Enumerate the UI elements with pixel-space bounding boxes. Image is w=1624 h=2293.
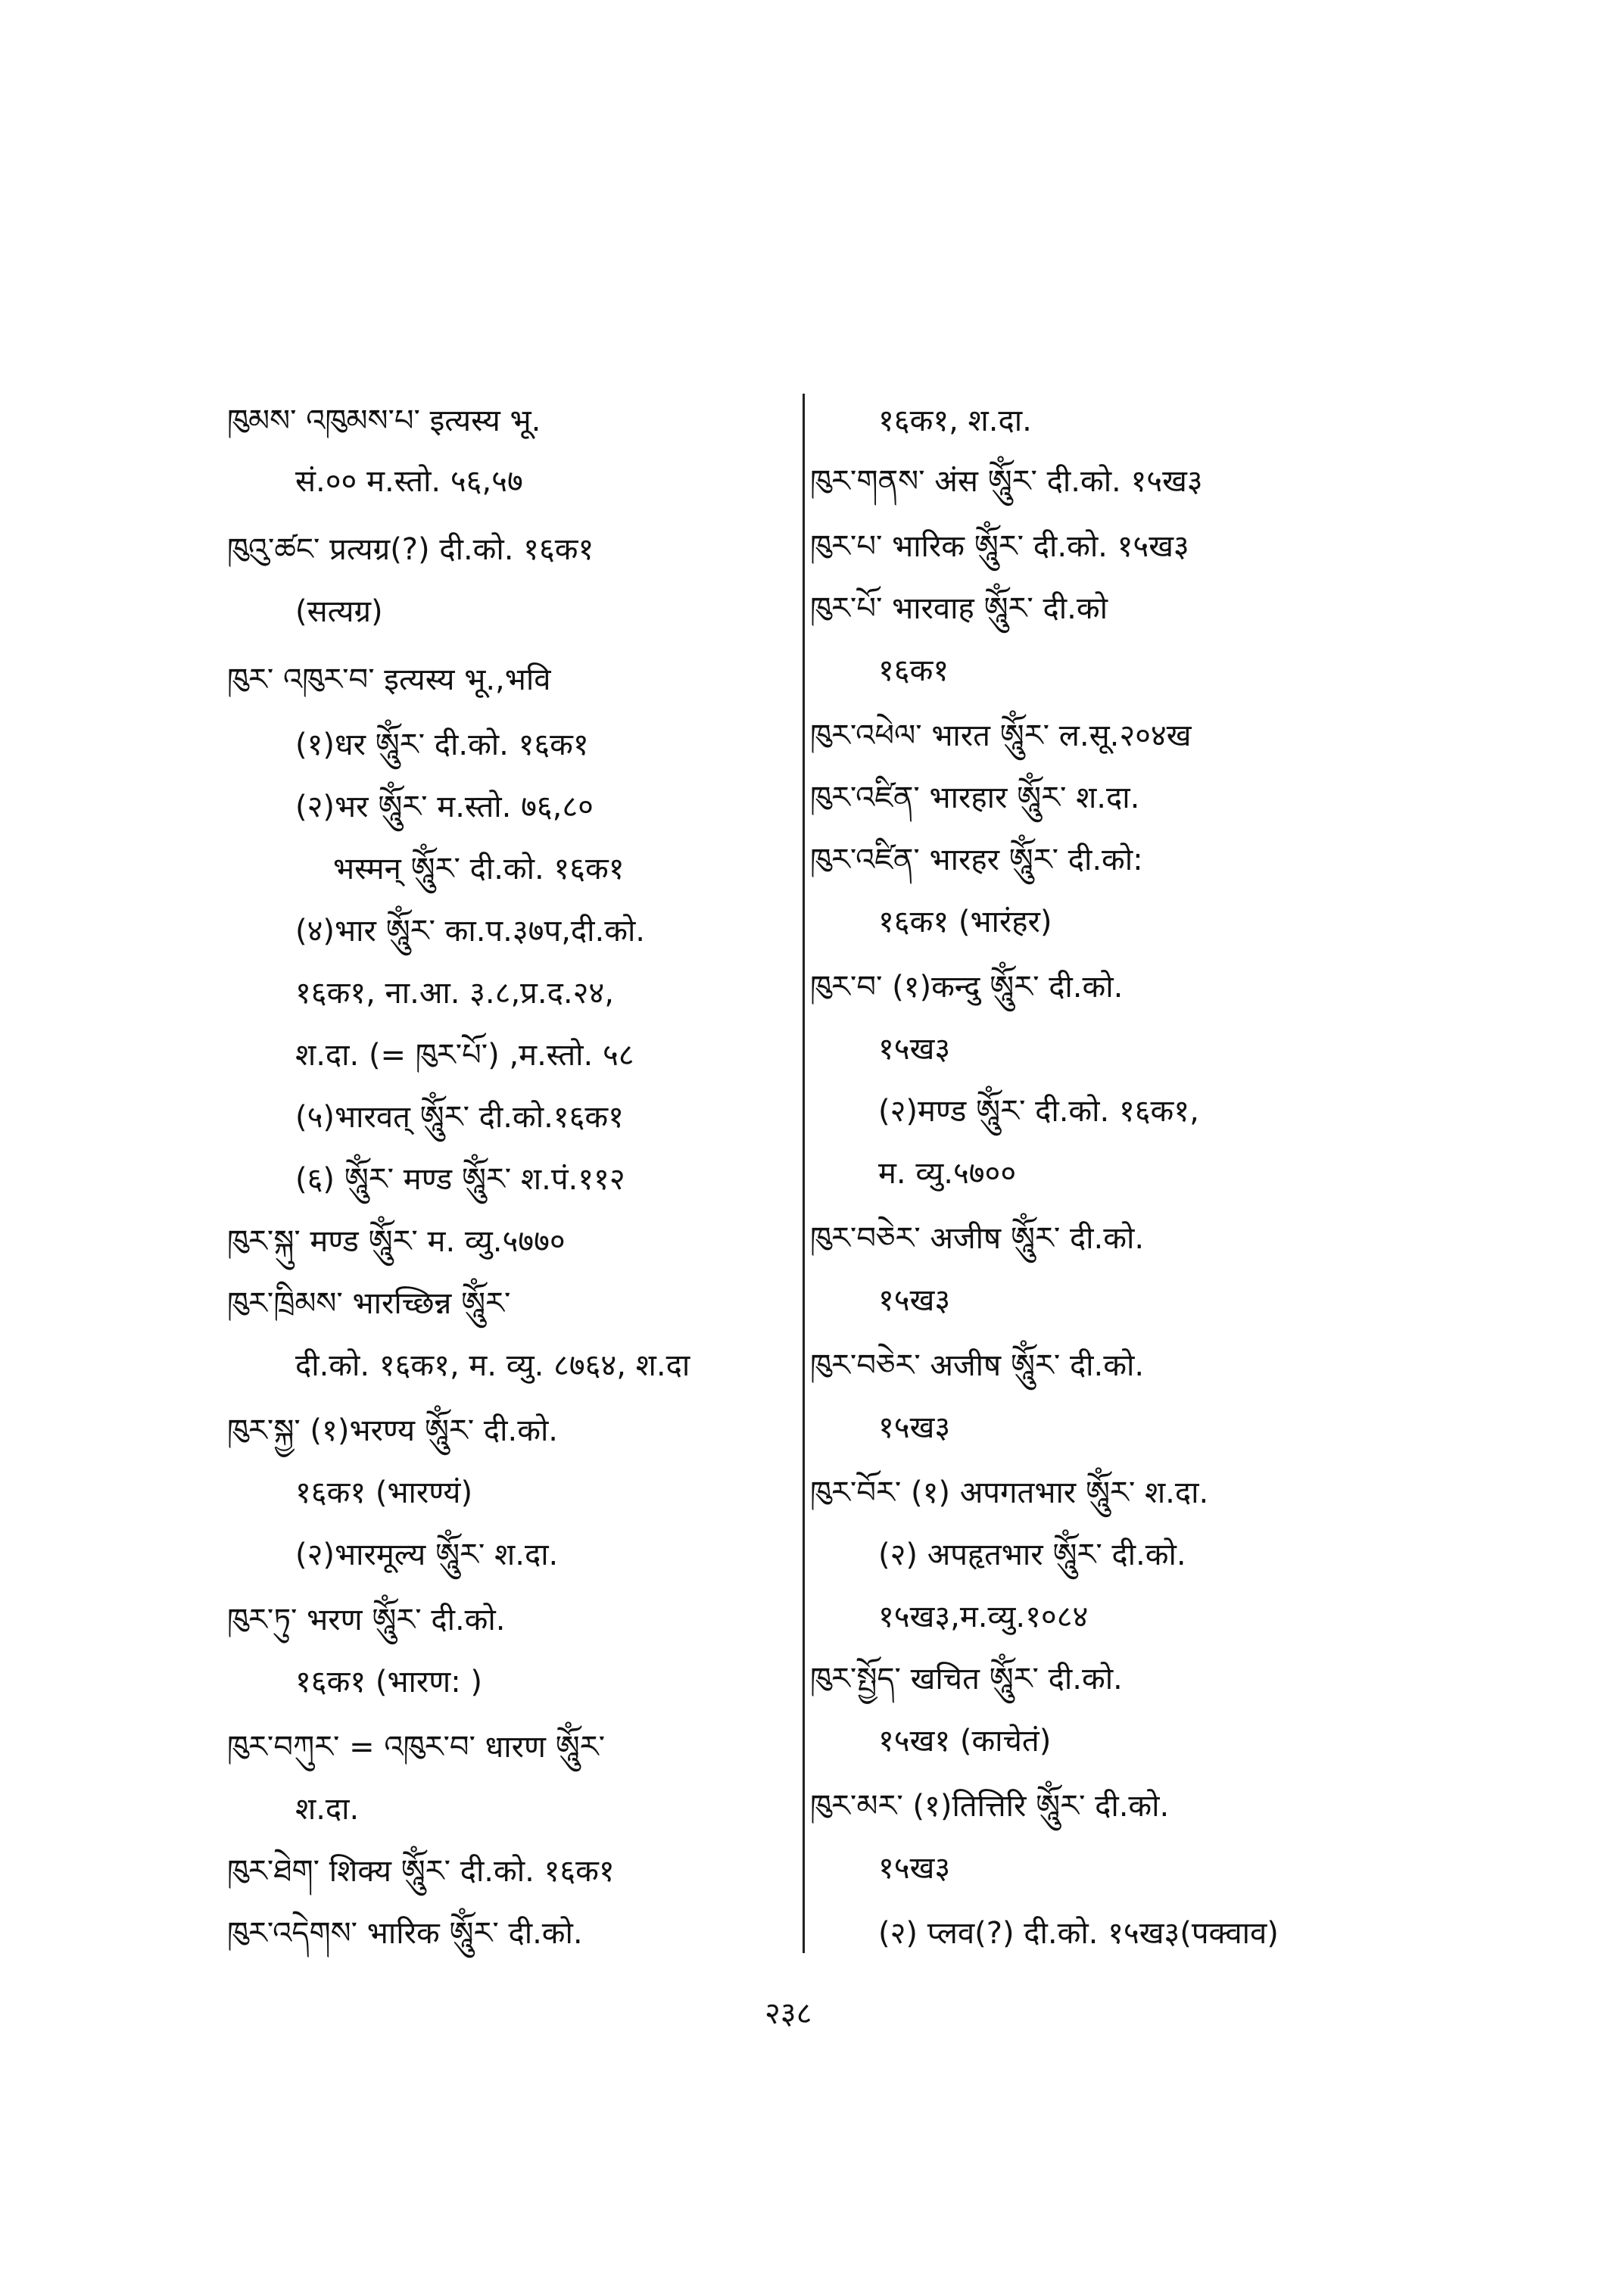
entry-line: ཁུམས་ འཁུམས་པ་ इत्यस्य भू. xyxy=(227,403,541,438)
entry-line: ཁུར་གནས་ अंस ༀཱུར་ दी.को. १५ख३ xyxy=(810,464,1203,499)
entry-line: ཁུར་མར་ (१)तित्तिरि ༀཱུར་ दी.को. xyxy=(810,1789,1170,1824)
entry-line: (४)भार ༀཱུར་ का.प.३७प,दी.को. xyxy=(295,914,646,949)
entry-line: ཁུར་བཅེར་ अजीष ༀཱུར་ दी.को. xyxy=(810,1221,1145,1256)
entry-line: ཁུར་བོར་ (१) अपगतभार ༀཱུར་ श.दा. xyxy=(810,1475,1209,1510)
page-number: २३८ xyxy=(765,1996,812,2031)
entry-line: १५ख३ xyxy=(878,1851,951,1886)
entry-line: १६क१ xyxy=(878,653,949,688)
entry-line: (१)धर ༀཱུར་ दी.को. १६क१ xyxy=(295,727,589,762)
entry-line: १५ख३ xyxy=(878,1410,951,1445)
column-divider xyxy=(803,394,805,1953)
entry-line: १६क१ (भारण्यं) xyxy=(295,1475,473,1510)
entry-line: ཁུར་བཀུར་ = འཁུར་བ་ धारण ༀཱུར་ xyxy=(227,1730,605,1765)
entry-line: ཁུར་ཏུ་ भरण ༀཱུར་ दी.को. xyxy=(227,1603,506,1637)
entry-line: म. व्यु.५७०० xyxy=(878,1156,1017,1191)
entry-line: १६क१, ना.आ. ३.८,प्र.द.२४, xyxy=(295,976,614,1011)
entry-line: १५ख१ (काचेतं) xyxy=(878,1724,1052,1759)
entry-line: ཁུའུ་ཚང་ प्रत्यग्र(?) दी.को. १६क१ xyxy=(227,532,594,567)
entry-line: (२)मण्ड ༀཱུར་ दी.को. १६क१, xyxy=(878,1094,1199,1129)
entry-line: ཁུར་པ་ भारिक ༀཱུར་ दी.को. १५ख३ xyxy=(810,529,1189,564)
entry-line: (सत्यग्र) xyxy=(295,594,383,629)
entry-line: १५ख३ xyxy=(878,1032,951,1067)
entry-line: १६क१, श.दा. xyxy=(878,403,1032,438)
entry-line: (६) ༀཱུར་ मण्ड ༀཱུར་ श.पं.११२ xyxy=(295,1162,625,1197)
entry-line: ཁུར་བཅེར་ अजीष ༀཱུར་ दी.को. xyxy=(810,1348,1145,1383)
entry-line: ཁུར་ཐེག་ शिक्य ༀཱུར་ दी.को. १६क१ xyxy=(227,1854,615,1889)
entry-line: १५ख३ xyxy=(878,1283,951,1318)
entry-line: ཁུར་སྐུ་ मण्ड ༀཱུར་ म. व्यु.५७७० xyxy=(227,1224,566,1259)
entry-line: ཁུར་ འཁུར་བ་ इत्यस्य भू.,भवि xyxy=(227,662,551,697)
entry-line: (२)भर ༀཱུར་ म.स्तो. ७६,८० xyxy=(295,790,594,824)
entry-line: दी.को. १६क१, म. व्यु. ८७६४, श.दा xyxy=(295,1348,690,1383)
entry-line: ཁུར་བ་ (१)कन्दु ༀཱུར་ दी.को. xyxy=(810,970,1124,1005)
entry-line: (५)भारवत् ༀཱུར་ दी.को.१६क१ xyxy=(295,1100,624,1135)
entry-line: ཁུར་ཁྲིམས་ भारच्छिन्न ༀཱུར་ xyxy=(227,1286,511,1321)
entry-line: १६क१ (भारंहर) xyxy=(878,905,1052,939)
entry-line: १६क१ (भारण: ) xyxy=(295,1665,482,1699)
entry-line: ཁུར་སྐྱ་ (१)भरण्य ༀཱུར་ दी.को. xyxy=(227,1413,559,1448)
entry-line: ཁུར་འདེགས་ भारिक ༀཱུར་ दी.को. xyxy=(227,1916,583,1951)
entry-line: श.दा. xyxy=(295,1792,360,1827)
entry-line: भस्मन् ༀཱུར་ दी.को. १६क१ xyxy=(333,852,625,886)
entry-line: श.दा. (= ཁུར་པོ་) ,म.स्तो. ५८ xyxy=(295,1038,634,1073)
entry-line: ཁུར་པོ་ भारवाह ༀཱུར་ दी.को xyxy=(810,591,1108,626)
entry-line: (२) अपहृतभार ༀཱུར་ दी.को. xyxy=(878,1537,1186,1572)
entry-line: सं.०० म.स्तो. ५६,५७ xyxy=(295,464,523,499)
entry-line: (२)भारमूल्य ༀཱུར་ श.दा. xyxy=(295,1537,559,1572)
entry-line: ཁུར་སྤྱོད་ खचित ༀཱུར་ दी.को. xyxy=(810,1662,1123,1696)
entry-line: ཁུར་འཛིན་ भारहर ༀཱུར་ दी.को: xyxy=(810,843,1143,877)
entry-line: (२) प्लव(?) दी.को. १५ख३(पक्वाव) xyxy=(878,1916,1279,1951)
entry-line: १५ख३,म.व्यु.१०८४ xyxy=(878,1600,1089,1634)
entry-line: ཁུར་འཕེལ་ भारत ༀཱུར་ ल.सू.२०४ख xyxy=(810,718,1192,753)
entry-line: ཁུར་འཛིན་ भारहार ༀཱུར་ श.दा. xyxy=(810,780,1140,815)
